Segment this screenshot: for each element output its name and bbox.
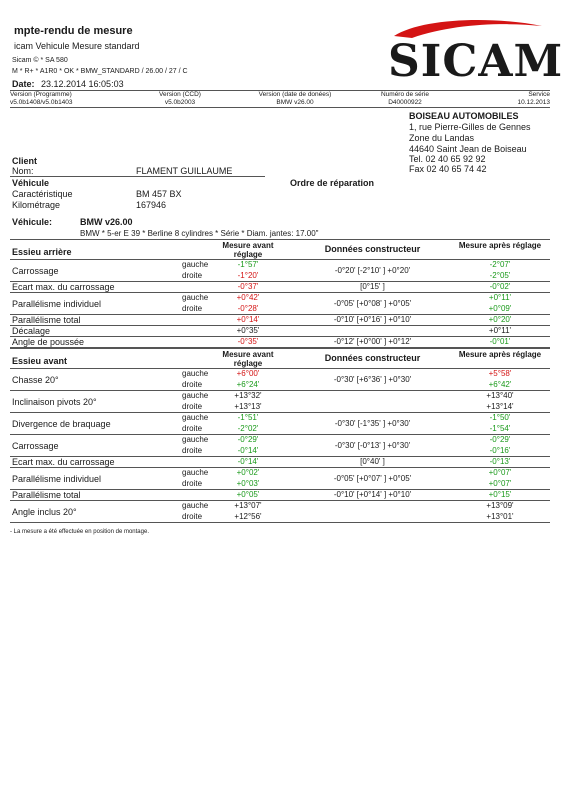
value-before: -0°37' — [237, 282, 259, 291]
garage-tel: Tel. 02 40 65 92 92 — [409, 154, 486, 164]
value-before: -0°29' — [237, 435, 259, 444]
vehicle-model-desc: BMW * 5-er E 39 * Berline 8 cylindres * Série * Diam. jantes: 17.00" — [80, 229, 319, 238]
spec-value: -0°30' [+6°36' ] +0°30' — [333, 374, 412, 384]
row-side: gauche — [182, 435, 209, 444]
garage-address1: 1, rue Pierre-Gilles de Gennes — [409, 122, 531, 132]
client-name-value: FLAMENT GUILLAUME — [136, 166, 233, 176]
row-label: Divergence de braquage — [12, 418, 111, 429]
vehicle-heading: Véhicule — [12, 178, 50, 188]
row-label: Chasse 20° — [12, 374, 59, 385]
characteristic-label: Caractéristique — [12, 189, 73, 199]
value-before: +0°42' — [236, 293, 260, 302]
value-before: -2°02' — [237, 424, 259, 433]
row-label: Angle de poussée — [12, 337, 85, 347]
value-after: +0°07' — [488, 468, 512, 477]
vehicle-model-value: BMW v26.00 — [80, 217, 133, 227]
garage-city: 44640 Saint Jean de Boiseau — [409, 144, 527, 154]
row-label: Parallélisme total — [12, 315, 81, 325]
value-before: +0°14' — [236, 315, 260, 324]
report-title: mpte-rendu de mesure — [14, 25, 133, 37]
version-value: 10.12.2013 — [517, 99, 550, 106]
row-label: Ecart max. du carrossage — [12, 282, 115, 292]
version-label: Numéro de série — [380, 91, 430, 98]
value-after: -1°50' — [489, 413, 511, 422]
value-after: -0°02' — [489, 282, 511, 291]
value-after: +0°09' — [488, 304, 512, 313]
value-before: -0°35' — [237, 337, 259, 346]
row-divider — [10, 522, 550, 523]
value-after: +13°40' — [486, 391, 514, 400]
mileage-value: 167946 — [136, 200, 167, 210]
value-after: +0°07' — [488, 479, 512, 488]
version-value: v5.0b1408/v5.0b1403 — [10, 99, 73, 106]
row-label: Angle inclus 20° — [12, 506, 77, 517]
value-after: -0°29' — [489, 435, 511, 444]
row-side: droite — [182, 479, 203, 488]
row-side: droite — [182, 304, 203, 313]
row-label: Parallélisme individuel — [12, 473, 102, 484]
repair-order-label: Ordre de réparation — [290, 178, 375, 188]
date-value: 23.12.2014 16:05:03 — [41, 79, 124, 89]
spec-value: -0°30' [-0°13' ] +0°30' — [334, 440, 411, 450]
row-side: gauche — [182, 391, 209, 400]
row-label: Carrossage — [12, 440, 59, 451]
row-side: gauche — [182, 293, 209, 302]
value-after: +13°14' — [486, 402, 514, 411]
row-label: Parallélisme total — [12, 490, 81, 500]
spec-value: -0°10' [+0°16' ] +0°10' — [333, 315, 412, 324]
col-spec: Données constructeur — [324, 244, 421, 254]
row-label: Parallélisme individuel — [12, 298, 102, 309]
spec-value: -0°05' [+0°07' ] +0°05' — [333, 473, 412, 483]
garage-address2: Zone du Landas — [409, 133, 475, 143]
client-heading: Client — [12, 156, 38, 166]
characteristic-value: BM 457 BX — [136, 189, 182, 199]
footnote: - La mesure a été effectuée en position de montage. — [10, 529, 149, 535]
garage-fax: Fax 02 40 65 74 42 — [409, 164, 487, 174]
col-after: Mesure après réglage — [458, 350, 542, 359]
version-value: BMW v26.00 — [276, 99, 314, 106]
date-label: Date: — [12, 79, 35, 89]
row-side: droite — [182, 402, 203, 411]
row-label: Inclinaison pivots 20° — [12, 396, 97, 407]
version-label: Version (Programme) — [10, 91, 72, 98]
row-label: Décalage — [12, 326, 51, 336]
row-side: droite — [182, 271, 203, 280]
value-before: -0°28' — [237, 304, 259, 313]
spec-value: -0°10' [+0°14' ] +0°10' — [333, 490, 412, 499]
version-label: Service — [528, 91, 550, 98]
row-side: gauche — [182, 468, 209, 477]
report-subtitle: icam Vehicule Mesure standard — [14, 41, 140, 51]
vehicle-model-label: Véhicule: — [12, 217, 53, 227]
row-side: droite — [182, 446, 203, 455]
col-before: Mesure avant réglage — [222, 350, 274, 368]
value-after: +13°09' — [486, 501, 514, 510]
value-after: +0°15' — [488, 490, 512, 499]
section-title: Essieu arrière — [12, 247, 72, 257]
garage-name: BOISEAU AUTOMOBILES — [409, 111, 519, 121]
logo-text: SICAM — [388, 36, 564, 87]
value-before: +13°32' — [234, 391, 262, 400]
spec-value: -0°05' [+0°08' ] +0°05' — [333, 298, 412, 308]
value-after: +5°58' — [488, 369, 512, 378]
row-side: gauche — [182, 413, 209, 422]
spec-value: -0°12' [+0°00' ] +0°12' — [333, 337, 412, 346]
value-after: +13°01' — [486, 512, 514, 521]
value-before: -1°20' — [237, 271, 259, 280]
value-before: -1°51' — [237, 413, 259, 422]
value-before: +13°07' — [234, 501, 262, 510]
value-before: +0°03' — [236, 479, 260, 488]
col-spec: Données constructeur — [324, 353, 421, 363]
row-side: gauche — [182, 369, 209, 378]
row-label: Ecart max. du carrossage — [12, 457, 115, 467]
spec-value: -0°20' [-2°10' ] +0°20' — [334, 265, 411, 275]
spec-value: [0°40' ] — [360, 457, 385, 466]
value-after: +0°20' — [488, 315, 512, 324]
row-side: droite — [182, 424, 203, 433]
version-label: Version (CCD) — [159, 91, 201, 98]
device-id: Sicam © * SA 580 — [12, 57, 68, 64]
row-label: Carrossage — [12, 265, 59, 276]
value-before: -0°14' — [237, 457, 259, 466]
value-after: +0°11' — [488, 326, 512, 335]
value-after: -0°16' — [489, 446, 511, 455]
value-before: -1°57' — [237, 260, 259, 269]
value-before: +12°56' — [234, 512, 262, 521]
value-after: -2°05' — [489, 271, 511, 280]
value-before: +6°00' — [236, 369, 260, 378]
value-after: +0°11' — [488, 293, 512, 302]
mileage-label: Kilométrage — [12, 200, 61, 210]
value-before: +0°05' — [236, 490, 260, 499]
spec-value: [0°15' ] — [360, 282, 385, 291]
value-after: -0°13' — [489, 457, 511, 466]
value-before: +6°24' — [236, 380, 260, 389]
section-title: Essieu avant — [12, 356, 68, 366]
client-name-label: Nom: — [12, 166, 34, 176]
version-value: D40000922 — [388, 99, 422, 106]
spec-value: -0°30' [-1°35' ] +0°30' — [334, 418, 411, 428]
value-after: -1°54' — [489, 424, 511, 433]
measure-params: M * R+ * A1R0 * OK * BMW_STANDARD / 26.00 / 27 / C — [12, 68, 188, 75]
row-divider — [10, 239, 550, 240]
row-side: droite — [182, 512, 203, 521]
value-before: +0°35' — [236, 326, 260, 335]
value-after: +6°42' — [488, 380, 512, 389]
value-before: +0°02' — [236, 468, 260, 477]
row-side: gauche — [182, 501, 209, 510]
value-after: -0°01' — [489, 337, 511, 346]
row-side: droite — [182, 380, 203, 389]
value-before: +13°13' — [234, 402, 262, 411]
version-label: Version (date de donées) — [258, 91, 332, 98]
row-divider — [10, 348, 550, 349]
row-side: gauche — [182, 260, 209, 269]
sicam-logo — [382, 14, 564, 87]
col-after: Mesure après réglage — [458, 241, 542, 250]
value-before: -0°14' — [237, 446, 259, 455]
version-value: v5.0b2003 — [164, 99, 196, 106]
value-after: -2°07' — [489, 260, 511, 269]
col-before: Mesure avant réglage — [222, 241, 274, 259]
